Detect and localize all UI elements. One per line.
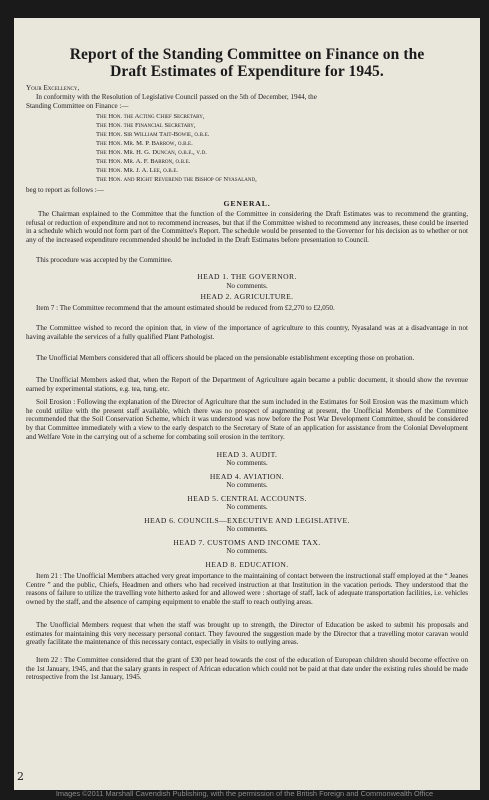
- document-page: [14, 18, 480, 790]
- procedure-accepted: This procedure was accepted by the Committee.: [36, 256, 173, 264]
- education-paragraph: The Unofficial Members request that when the staff was brought up to strength, the Director of Education be asked to submit his proposals and estimates for maintaining this very necessary personal contact. They favoured the suggestion made by the Director that a travelling motor caravan would greatly facilitate the maintenance of this necessary contact, especially in visits to outlying areas.: [26, 621, 468, 647]
- agriculture-paragraph: The Committee wished to record the opinion that, in view of the importance of agriculture to this country, Nyasaland was at a disadvantage in not having available the services of a fully qualified Plant Pathologist.: [26, 324, 468, 341]
- general-heading: GENERAL.: [223, 199, 271, 208]
- report-title-line-2: Draft Estimates of Expenditure for 1945.: [110, 63, 384, 80]
- copyright-footer: Images ©2011 Marshall Cavendish Publishing, with the permission of the British Foreign and Commonwealth Office: [55, 789, 434, 798]
- head-5-note: No comments.: [226, 503, 268, 511]
- agriculture-paragraph: The Unofficial Members asked that, when the Report of the Department of Agriculture again became a public document, it should show the revenue earned by experimental stations, e.g. tea, tung, etc.: [26, 376, 468, 393]
- head-1-note: No comments.: [226, 282, 268, 290]
- head-6-heading: HEAD 6. COUNCILS—EXECUTIVE AND LEGISLATIVE.: [144, 516, 350, 525]
- education-item-22: Item 22 : The Committee considered that the grant of £30 per head towards the cost of the education of European children should become effective on the 1st January, 1945, and that the salary grants in respect of African education which could not be paid at that date under the existing rules should be made retrospective from the 1st January, 1945.: [26, 656, 468, 682]
- head-3-note: No comments.: [226, 459, 268, 467]
- head-3-heading: HEAD 3. AUDIT.: [216, 450, 278, 459]
- head-7-note: No comments.: [226, 547, 268, 555]
- committee-member: The Hon. Sir William Tait-Bowie, o.b.e.: [96, 131, 210, 138]
- soil-erosion-paragraph: Soil Erosion : Following the explanation of the Director of Agriculture that the sum included in the Estimates for Soil Erosion was the maximum which he could utilize with the present staff available, which there was no prospect of augmenting at present, the Unofficial Members of the Committee recommended that the Soil Conservation Scheme, which it was understood was now before the Post War Development Committee, should be considered by that Committee immediately with a view to the early despatch to the Secretary of State of an application for assistance from the Colonial Development and Welfare Vote in the carrying out of a scheme for combating soil erosion in the territory.: [26, 398, 468, 441]
- committee-member: The Hon. and Right Reverend the Bishop of Nyasaland,: [96, 176, 257, 183]
- committee-member: The Hon. Mr. M. P. Barrow, o.b.e.: [96, 140, 193, 147]
- committee-member: The Hon. Mr. H. G. Duncan, o.b.e., v.d.: [96, 149, 207, 156]
- agriculture-paragraph: The Unofficial Members considered that all officers should be placed on the pensionable establishment excepting those on probation.: [36, 354, 415, 362]
- committee-member: The Hon. Mr. J. A. Lee, o.b.e.: [96, 167, 179, 174]
- general-paragraph: The Chairman explained to the Committee that the function of the Committee in considering the Draft Estimates was to recommend the granting, refusal or reduction of expenditure and not to recommend increases, but that if the Committee wished to recommend any increases, these could be inserted in a schedule which would not form part of the Committee's Report. The schedule would be presented to the Governor for his decision as to whether or not any of the increased expenditure recommended should be included in the Draft Estimates before presentation to Council.: [26, 210, 468, 245]
- intro-line-2: Standing Committee on Finance :—: [26, 102, 129, 110]
- committee-member: The Hon. the Financial Secretary,: [96, 122, 196, 129]
- education-item-21: Item 21 : The Unofficial Members attached very great importance to the maintaining of contact between the instructional staff employed at the “ Jeanes Centre ” and the public, Chiefs, Headmen and others who had received instruction at that Institution in the vacation periods. They understood that the reasons of failure to utilize the travelling vote hitherto asked for and allowed were : shortage of staff, lack of adequate transportation facilities, i.e. vehicles owned by the staff, and the absence of camping equipment to enable the staff to reach outlying areas.: [26, 572, 468, 607]
- head-5-heading: HEAD 5. CENTRAL ACCOUNTS.: [187, 494, 307, 503]
- committee-member: The Hon. the Acting Chief Secretary,: [96, 113, 205, 120]
- head-8-heading: HEAD 8. EDUCATION.: [205, 560, 289, 569]
- head-1-heading: HEAD 1. THE GOVERNOR.: [197, 272, 297, 281]
- head-7-heading: HEAD 7. CUSTOMS AND INCOME TAX.: [173, 538, 321, 547]
- report-title-line-1: Report of the Standing Committee on Finance on the: [69, 46, 425, 63]
- beg-to-report: beg to report as follows :—: [26, 186, 104, 194]
- head-4-note: No comments.: [226, 481, 268, 489]
- page-number: 2: [17, 770, 24, 783]
- head-6-note: No comments.: [226, 525, 268, 533]
- agriculture-item-7: Item 7 : The Committee recommend that the amount estimated should be reduced from £2,270 to £2,050.: [36, 304, 335, 312]
- head-2-heading: HEAD 2. AGRICULTURE.: [200, 292, 294, 301]
- salutation: Your Excellency,: [26, 84, 80, 92]
- intro-line-1: In conformity with the Resolution of Legislative Council passed on the 5th of December, 1944, the: [36, 93, 317, 101]
- head-4-heading: HEAD 4. AVIATION.: [209, 472, 285, 481]
- committee-member: The Hon. Mr. A. F. Barron, o.b.e.: [96, 158, 191, 165]
